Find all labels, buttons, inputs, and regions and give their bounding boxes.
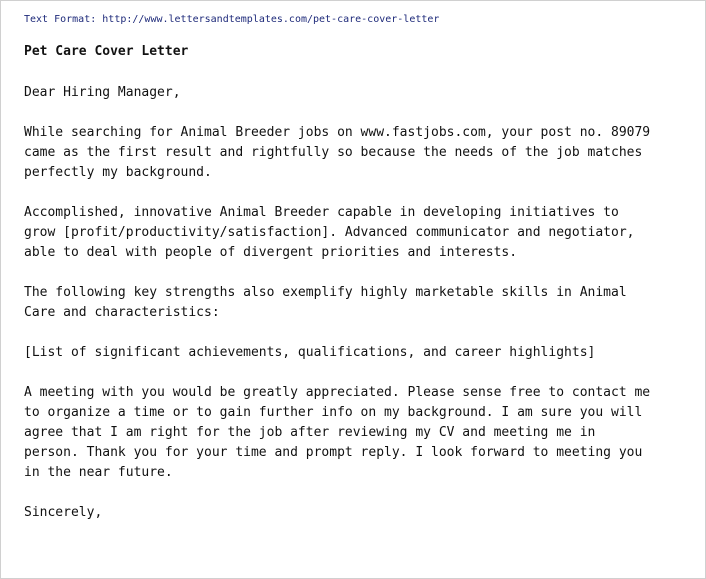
- letter-title: Pet Care Cover Letter: [24, 44, 189, 59]
- letter-paragraph: A meeting with you would be greatly appreciated. Please sense free to contact me to organize a time or to gain further info on my background. I am sure you will agree that I am right for the job after reviewing my CV and meeting me in person. Thank you for your time and prompt reply. I look forward to meeting you in the near future.: [24, 385, 651, 480]
- letter-salutation: Dear Hiring Manager,: [24, 85, 181, 100]
- letter-paragraph: Accomplished, innovative Animal Breeder capable in developing initiatives to grow [profit/productivity/satisfaction]. Advanced communicator and negotiator, able to deal with people of divergent priorities and interests.: [24, 205, 635, 260]
- source-url: http://www.lettersandtemplates.com/pet-care-cover-letter: [102, 14, 440, 25]
- letter-paragraph: While searching for Animal Breeder jobs on www.fastjobs.com, your post no. 89079 came as the first result and rightfully so because the needs of the job matches perfectly my background.: [24, 125, 651, 180]
- source-line: [24, 13, 439, 27]
- letter-paragraph: The following key strengths also exemplify highly marketable skills in Animal Care and characteristics:: [24, 285, 627, 320]
- letter-paragraph: [List of significant achievements, qualifications, and career highlights]: [24, 345, 596, 360]
- letter-closing: Sincerely,: [24, 505, 103, 520]
- source-label: Text Format:: [24, 14, 97, 25]
- letter-body: [24, 41, 684, 543]
